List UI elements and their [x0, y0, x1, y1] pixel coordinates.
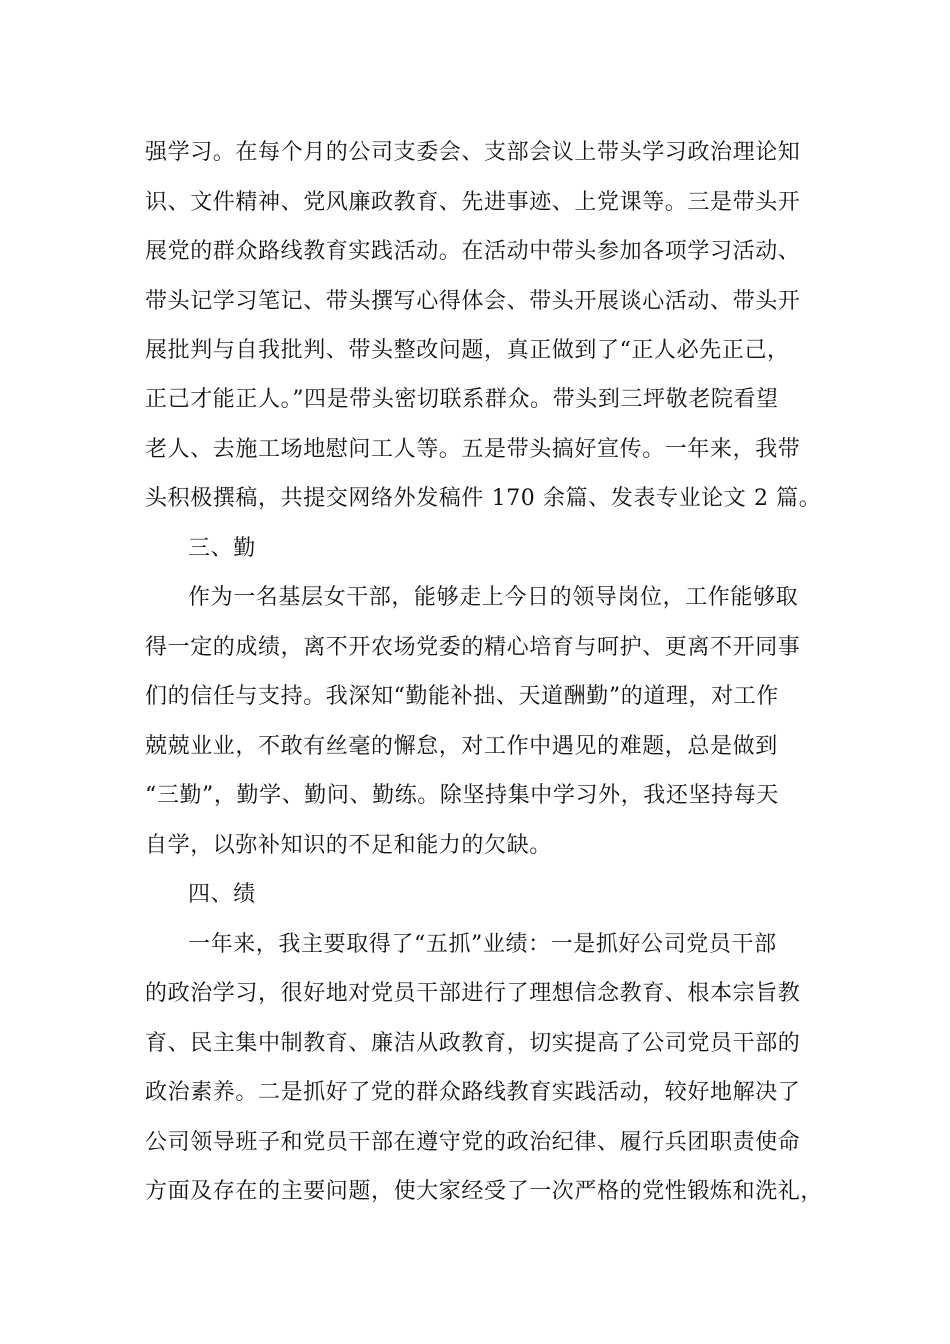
text-line-1: 强学习。在每个月的公司支委会、支部会议上带头学习政治理论知 — [145, 140, 801, 165]
text-line-21: 公司领导班子和党员干部在遵守党的政治纪律、履行兵团职责使命 — [145, 1130, 801, 1155]
text-line-15: 自学，以弥补知识的不足和能力的欠缺。 — [145, 833, 552, 858]
text-line-8: 头积极撰稿，共提交网络外发稿件 170 余篇、发表专业论文 2 篇。 — [145, 486, 822, 511]
text-line-5: 展批判与自我批判、带头整改问题，真正做到了“正人必先正己， — [145, 338, 790, 363]
text-line-12: 们的信任与支持。我深知“勤能补拙、天道酬勤”的道理，对工作 — [145, 684, 779, 709]
text-line-13: 兢兢业业，不敢有丝毫的懈怠，对工作中遇见的难题，总是做到 — [145, 734, 778, 759]
text-line-4: 带头记学习笔记、带头撰写心得体会、带头开展谈心活动、带头开 — [145, 289, 801, 314]
paragraph-start-qin: 作为一名基层女干部，能够走上今日的领导岗位，工作能够取 — [188, 585, 799, 610]
text-line-14: “三勤”，勤学、勤问、勤练。除坚持集中学习外，我还坚持每天 — [145, 783, 779, 808]
text-line-11: 得一定的成绩，离不开农场党委的精心培育与呵护、更离不开同事 — [145, 635, 801, 660]
text-line-2: 识、文件精神、党风廉政教育、先进事迹、上党课等。三是带头开 — [145, 190, 801, 215]
text-line-20: 政治素养。二是抓好了党的群众路线教育实践活动，较好地解决了 — [145, 1080, 801, 1105]
text-line-3: 展党的群众路线教育实践活动。在活动中带头参加各项学习活动、 — [145, 239, 801, 264]
text-line-19: 育、民主集中制教育、廉洁从政教育，切实提高了公司党员干部的 — [145, 1031, 801, 1056]
section-heading-qin: 三、勤 — [188, 536, 256, 561]
text-line-6: 正己才能正人。”四是带头密切联系群众。带头到三坪敬老院看望 — [145, 387, 779, 412]
text-line-18: 的政治学习，很好地对党员干部进行了理想信念教育、根本宗旨教 — [145, 981, 801, 1006]
text-line-22: 方面及存在的主要问题，使大家经受了一次严格的党性锻炼和洗礼， — [145, 1179, 824, 1204]
paragraph-start-ji: 一年来，我主要取得了“五抓”业绩：一是抓好公司党员干部 — [188, 932, 777, 957]
section-heading-ji: 四、绩 — [188, 882, 256, 907]
text-line-7: 老人、去施工场地慰问工人等。五是带头搞好宣传。一年来，我带 — [145, 437, 801, 462]
